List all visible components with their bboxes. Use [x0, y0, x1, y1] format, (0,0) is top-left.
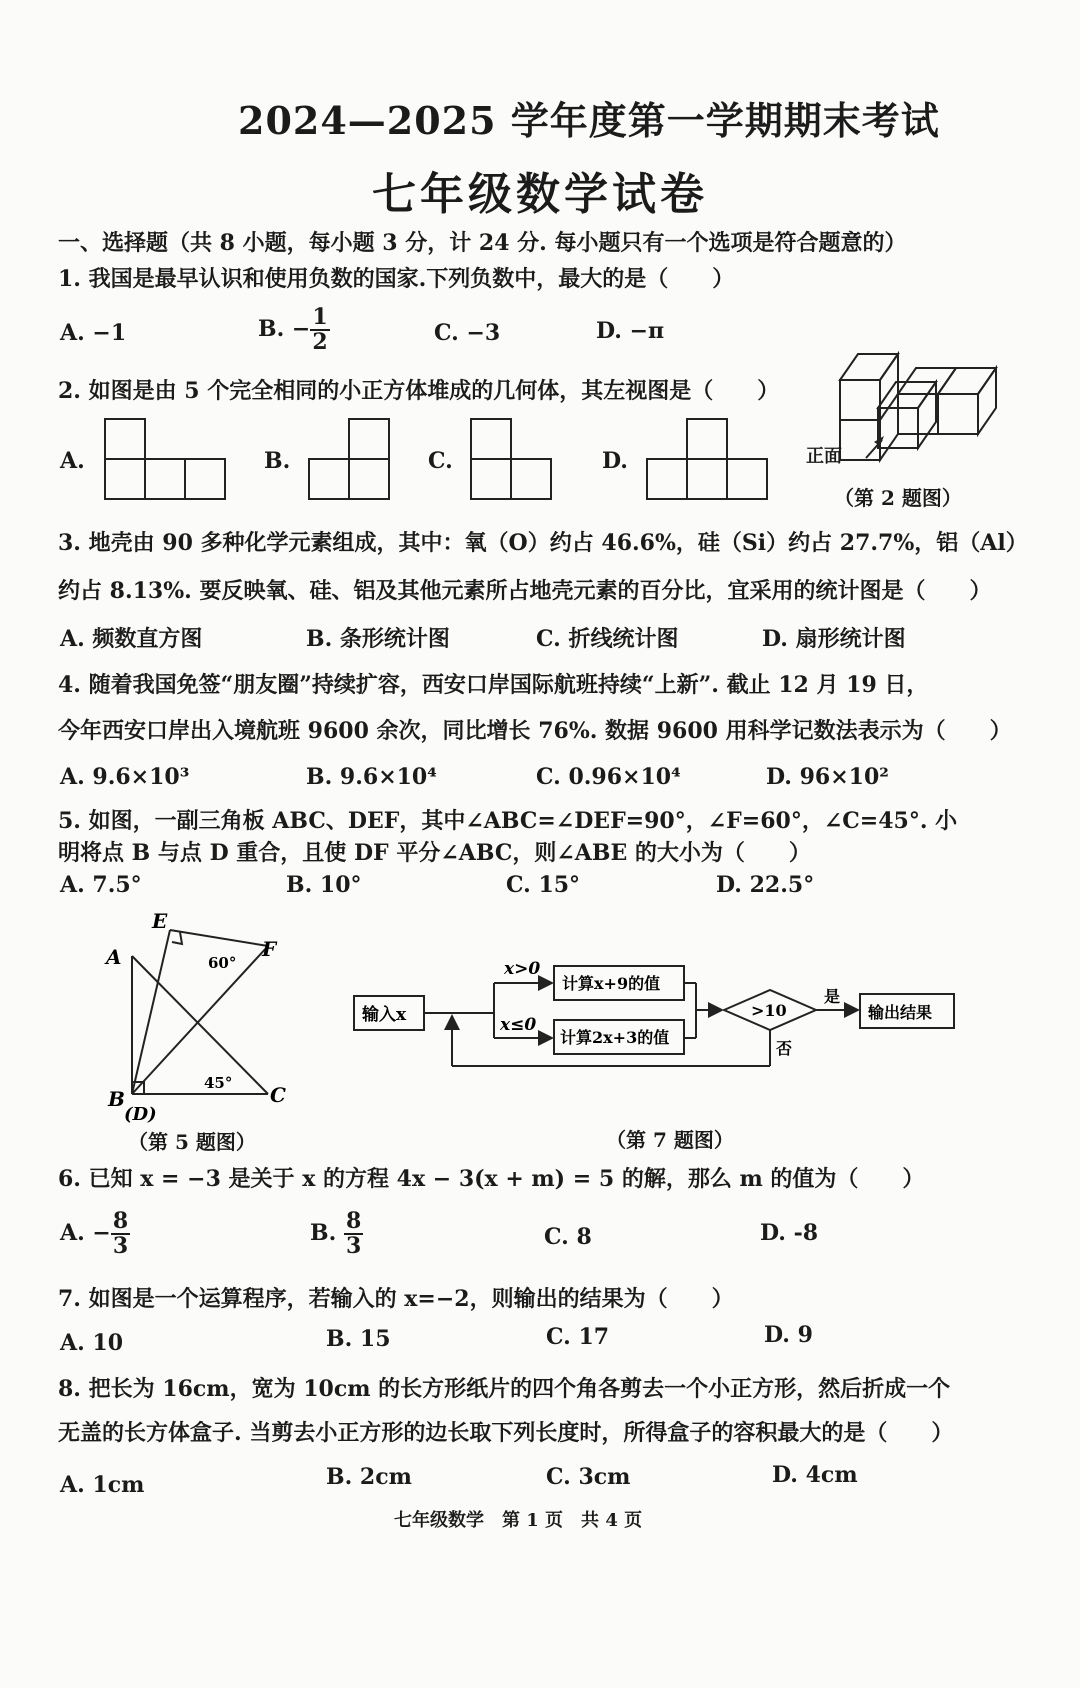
q2-option-d-figure	[646, 418, 776, 504]
q7-stem: 7. 如图是一个运算程序，若输入的 x=−2，则输出的结果为（ ）	[58, 1286, 734, 1312]
q7-option-a: A. 10	[60, 1330, 124, 1356]
section-heading: 一、选择题（共 8 小题，每小题 3 分，计 24 分. 每小题只有一个选项是符合题意的）	[58, 230, 907, 256]
yes-label: 是	[824, 987, 841, 1006]
q3-line1: 3. 地壳由 90 多种化学元素组成，其中：氧（O）约占 46.6%，硅（Si）约占 27.7%，铝（Al）	[58, 530, 1028, 556]
q2-option-d: D.	[602, 448, 628, 474]
q5-triangle-figure	[100, 908, 310, 1124]
q5-option-c: C. 15°	[506, 872, 581, 898]
q1-stem: 1. 我国是最早认识和使用负数的国家.下列负数中，最大的是（ ）	[58, 266, 735, 292]
q2-option-b: B.	[264, 448, 291, 474]
q6-b-denominator: 3	[345, 1233, 362, 1260]
no-label: 否	[776, 1039, 793, 1058]
q4-line2: 今年西安口岸出入境航班 9600 余次，同比增长 76%. 数据 9600 用科学记数法表示为（ ）	[58, 718, 1012, 744]
q7-option-b: B. 15	[326, 1326, 391, 1352]
calc1-label: 计算x+9的值	[562, 974, 661, 993]
q8-option-d: D. 4cm	[772, 1462, 858, 1488]
q1-b-denominator: 2	[312, 329, 328, 356]
q1-option-a: A. −1	[60, 320, 127, 346]
q3-option-c: C. 折线统计图	[536, 626, 679, 652]
q6-stem: 6. 已知 x = −3 是关于 x 的方程 4x − 3(x + m) = 5 的解，那么 m 的值为（ ）	[58, 1166, 925, 1192]
q1-b-numerator: 1	[312, 304, 328, 330]
q2-option-c-figure	[470, 418, 560, 504]
q5-option-a: A. 7.5°	[60, 872, 142, 898]
cond2-label: x≤0	[500, 1015, 537, 1035]
input-label: 输入x	[362, 1005, 407, 1025]
q5-option-b: B. 10°	[286, 872, 362, 898]
label-b: B	[108, 1087, 125, 1111]
q5-line1: 5. 如图，一副三角板 ABC、DEF，其中∠ABC=∠DEF=90°，∠F=60°，∠C=45°. 小	[58, 808, 958, 834]
q4-option-b: B. 9.6×10⁴	[306, 764, 437, 790]
q2-stem: 2. 如图是由 5 个完全相同的小正方体堆成的几何体，其左视图是（ ）	[58, 378, 780, 404]
q6-option-a-label: A. −	[60, 1220, 111, 1247]
page-footer: 七年级数学 第 1 页 共 4 页	[394, 1510, 643, 1531]
q1-option-b-fraction	[310, 306, 329, 354]
q5-option-d: D. 22.5°	[716, 872, 815, 898]
q1-option-d: D. −π	[596, 318, 665, 344]
q1-option-b-label: B. −	[258, 316, 311, 343]
q7-caption: （第 7 题图）	[606, 1128, 734, 1152]
q4-option-a: A. 9.6×10³	[60, 764, 190, 790]
q6-option-b	[310, 1210, 363, 1258]
q8-line1: 8. 把长为 16cm，宽为 10cm 的长方形纸片的四个角各剪去一个小正方形，然后折成一个	[58, 1376, 951, 1402]
q6-option-b-fraction	[344, 1210, 363, 1258]
q5-caption: （第 5 题图）	[128, 1130, 256, 1154]
q7-flowchart	[346, 948, 966, 1078]
q8-line2: 无盖的长方体盒子. 当剪去小正方形的边长取下列长度时，所得盒子的容积最大的是（ ）	[58, 1420, 954, 1446]
q6-option-d: D. -8	[760, 1220, 819, 1246]
angle-60-label: 60°	[208, 954, 237, 972]
q1-option-c: C. −3	[434, 320, 501, 346]
compare-label: >10	[751, 1001, 787, 1020]
q3-option-b: B. 条形统计图	[306, 626, 450, 652]
q6-option-b-label: B.	[310, 1220, 337, 1247]
q4-option-c: C. 0.96×10⁴	[536, 764, 681, 790]
front-label: 正面	[806, 446, 842, 467]
paper-title: 七年级数学试卷	[372, 169, 708, 220]
q8-option-b: B. 2cm	[326, 1464, 412, 1490]
q2-cube-outlines	[840, 354, 996, 460]
q3-option-a: A. 频数直方图	[60, 626, 203, 652]
q2-option-c: C.	[428, 448, 453, 474]
q2-option-a-figure	[104, 418, 234, 504]
q6-a-denominator: 3	[112, 1233, 129, 1260]
cond1-label: x>0	[504, 959, 541, 979]
q4-option-d: D. 96×10²	[766, 764, 889, 790]
q6-option-a	[60, 1210, 130, 1258]
label-e: E	[152, 909, 168, 933]
angle-45-label: 45°	[204, 1074, 233, 1092]
q2-option-b-figure	[308, 418, 398, 504]
q4-line1: 4. 随着我国免签“朋友圈”持续扩容，西安口岸国际航班持续“上新”. 截止 12 月 19 日，	[58, 672, 929, 698]
q5-figure-lines	[132, 930, 268, 1094]
q6-option-a-fraction	[111, 1210, 130, 1258]
q3-line2: 约占 8.13%. 要反映氧、硅、铝及其他元素所占地壳元素的百分比，宜采用的统计图是（ ）	[58, 578, 992, 604]
label-a: A	[106, 945, 122, 969]
label-c: C	[270, 1083, 286, 1107]
q7-option-d: D. 9	[764, 1322, 813, 1348]
label-f: F	[262, 937, 277, 961]
exam-title: 2024—2025 学年度第一学期期末考试	[238, 98, 940, 143]
calc2-label: 计算2x+3的值	[560, 1028, 670, 1047]
q5-line2: 明将点 B 与点 D 重合，且使 DF 平分∠ABC，则∠ABE 的大小为（ ）	[58, 840, 811, 866]
q6-option-c: C. 8	[544, 1224, 592, 1250]
q6-a-numerator: 8	[112, 1208, 129, 1234]
q2-caption: （第 2 题图）	[834, 486, 962, 510]
label-d: (D)	[124, 1104, 157, 1124]
q6-b-numerator: 8	[345, 1208, 362, 1234]
q7-option-c: C. 17	[546, 1324, 610, 1350]
output-label: 输出结果	[868, 1003, 933, 1022]
q8-option-c: C. 3cm	[546, 1464, 631, 1490]
q2-option-a: A.	[60, 448, 85, 474]
q1-option-b	[258, 306, 330, 354]
q3-option-d: D. 扇形统计图	[762, 626, 906, 652]
q8-option-a: A. 1cm	[60, 1472, 145, 1498]
